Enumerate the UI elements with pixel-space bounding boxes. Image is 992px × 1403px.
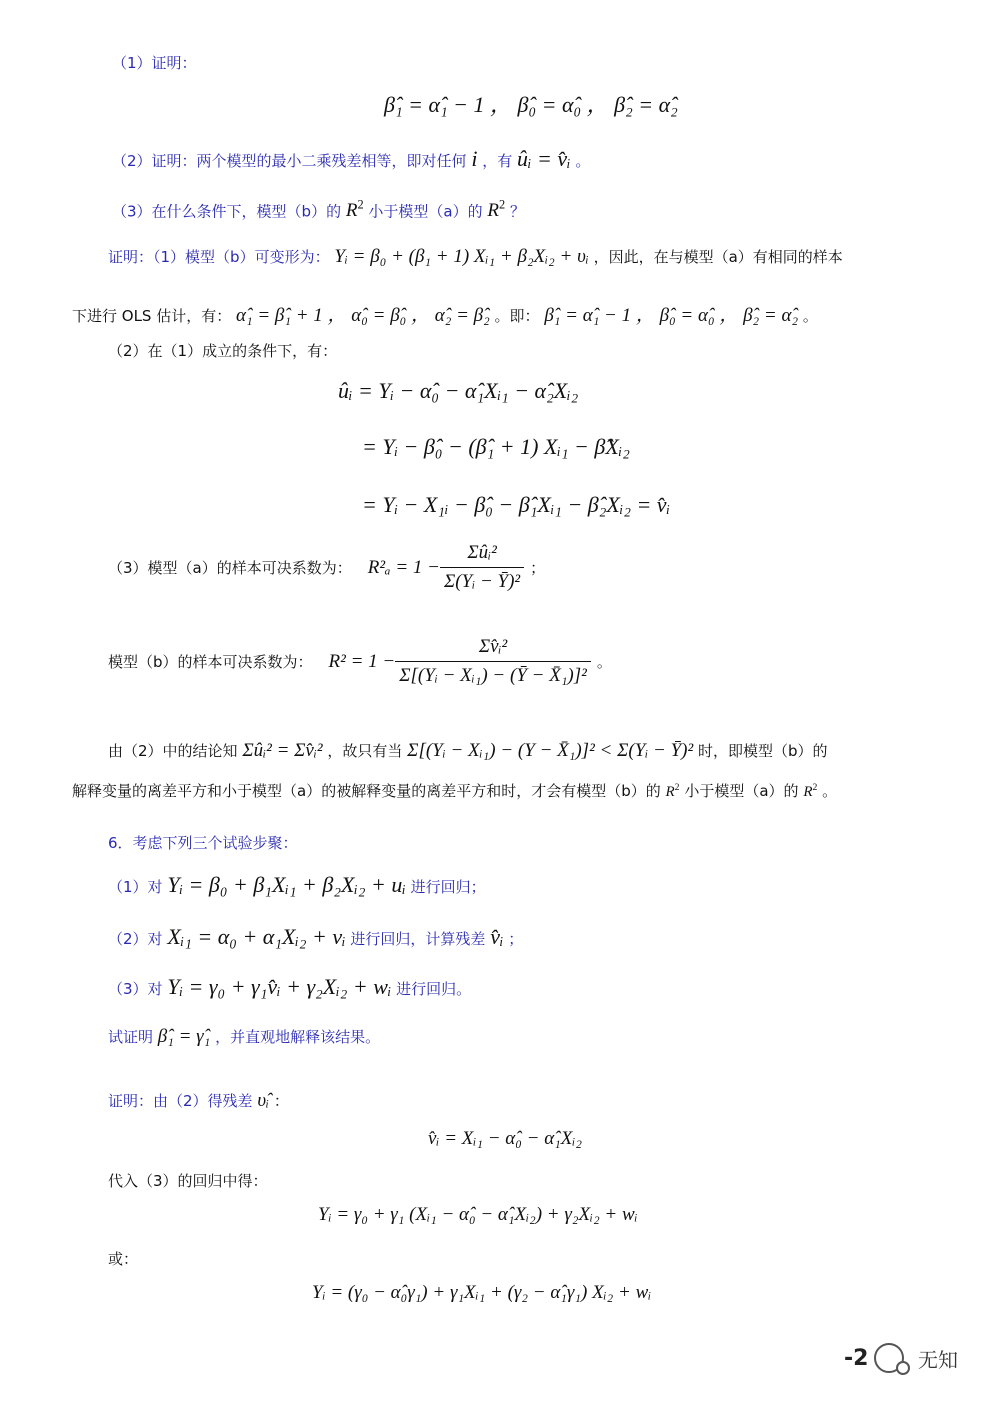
conclusion-e: 小于模型（a）的 xyxy=(684,782,799,800)
q6-step-2-v: v̂ᵢ xyxy=(490,924,504,949)
q6-step-2-a: （2）对 xyxy=(108,930,163,948)
proof2-line-3: 或： xyxy=(108,1250,139,1268)
proof-p1-a: 证明：（1）模型（b）可变形为： xyxy=(108,248,330,266)
proof2-a1: 证明：由（2）得残差 xyxy=(108,1092,253,1110)
q6-ask-b: ，并直观地解释该结果。 xyxy=(215,1028,381,1046)
proof2-eq-3: Yᵢ = (γ₀ − α̂₀γ₁) + γ₁Xᵢ₁ + (γ₂ − α̂₁γ₁) Xᵢ₂ + wᵢ xyxy=(312,1282,652,1303)
proof-line-1 xyxy=(108,246,843,268)
watermark-text: 无知 xyxy=(918,1347,958,1372)
q6-title: 6．考虑下列三个试验步聚： xyxy=(108,834,298,852)
derivation-line-2: = Yᵢ − β̂₀ − (β̂₁ + 1) Xᵢ₁ − β̂Xᵢ₂ xyxy=(362,434,630,459)
r2b-denominator: Σ[(Yᵢ − Xᵢ₁) − (Ȳ − X̄₁)]² xyxy=(395,661,591,687)
q6-step-2-b: 进行回归，计算残差 xyxy=(350,930,486,948)
q3-r2-b-sup: 2 xyxy=(499,198,506,212)
q6-ask-eq: β̂₁ = γ̂₁ xyxy=(157,1026,211,1047)
conclusion-r2-a: R xyxy=(665,784,675,800)
proof-p1-b: ，因此，在与模型（a）有相同的样本 xyxy=(593,248,843,266)
conclusion-line-1 xyxy=(108,740,828,762)
q6-step-3-b: 进行回归。 xyxy=(396,980,472,998)
q6-step-1 xyxy=(108,872,486,898)
proof-p2-eq1: α̂₁ = β̂₁ + 1 ， α̂₀ = β̂₀ ， α̂₂ = β̂₂ xyxy=(236,305,490,326)
q6-step-3-eq: Yᵢ = γ₀ + γ₁v̂ᵢ + γ₂Xᵢ₂ + wᵢ xyxy=(167,974,392,999)
q3-r2-a: R xyxy=(345,200,358,222)
q6-step-3-a: （3）对 xyxy=(108,980,163,998)
r2b-lhs: R² = 1 − xyxy=(328,650,396,672)
q6-ask xyxy=(108,1026,380,1048)
derivation-line-3: = Yᵢ − X₁ᵢ − β̂₀ − β̂₁Xᵢ₁ − β̂₂Xᵢ₂ = v̂ᵢ xyxy=(362,492,671,517)
q6-step-1-b: 进行回归； xyxy=(410,878,486,896)
conclusion-r2-b: R xyxy=(803,784,813,800)
conclusion-f: 。 xyxy=(822,782,838,800)
q6-step-1-a: （1）对 xyxy=(108,878,163,896)
r2b-numerator: Σv̂ᵢ² xyxy=(478,636,508,657)
q3-text-a: （3）在什么条件下，模型（b）的 xyxy=(112,202,342,221)
proof-p2-c: 。 xyxy=(802,307,818,325)
proof2-eq-1: v̂ᵢ = Xᵢ₁ − α̂₀ − α̂₁Xᵢ₂ xyxy=(428,1128,582,1149)
page-number: -2 xyxy=(844,1346,869,1371)
r2a-label: （3）模型（a）的样本可决系数为： xyxy=(108,559,352,577)
conclusion-a: 由（2）中的结论知 xyxy=(108,742,238,760)
q6-ask-a: 试证明 xyxy=(108,1028,154,1046)
conclusion-eq1: Σûᵢ² = Σv̂ᵢ² xyxy=(242,740,323,761)
proof2-line-1 xyxy=(108,1090,289,1112)
q3-r2-a-sup: 2 xyxy=(357,198,364,212)
r2a-end: ； xyxy=(530,559,546,577)
conclusion-d: 解释变量的离差平方和小于模型（a）的被解释变量的离差平方和时，才会有模型（b）的 xyxy=(72,782,661,800)
r2a-numerator: Σûᵢ² xyxy=(467,542,497,563)
wechat-icon xyxy=(874,1343,904,1373)
proof-p2-a: 下进行 OLS 估计，有： xyxy=(72,307,232,325)
q1-equation: β̂₁ = α̂₁ − 1 ， β̂₀ = α̂₀ ， β̂₂ = α̂₂ xyxy=(384,92,678,117)
r2b-line xyxy=(108,636,612,687)
q2-equation: ûᵢ = v̂ᵢ xyxy=(517,146,571,171)
q6-step-1-eq: Yᵢ = β₀ + β₁Xᵢ₁ + β₂Xᵢ₂ + uᵢ xyxy=(167,872,406,897)
q3-text-c: ？ xyxy=(509,202,525,221)
q6-step-2 xyxy=(108,924,523,950)
r2a-lhs: R²ₐ = 1 − xyxy=(367,556,441,578)
proof-p2-eq2: β̂₁ = α̂₁ − 1 ， β̂₀ = α̂₀ ， β̂₂ = α̂₂ xyxy=(544,305,799,326)
q6-step-2-eq: Xᵢ₁ = α₀ + α₁Xᵢ₂ + vᵢ xyxy=(167,924,346,949)
q6-step-3 xyxy=(108,974,471,1000)
conclusion-r2-a-sup: 2 xyxy=(674,782,680,793)
conclusion-r2-b-sup: 2 xyxy=(812,782,818,793)
derivation-line-1: ûᵢ = Yᵢ − α̂₀ − α̂₁Xᵢ₁ − α̂₂Xᵢ₂ xyxy=(338,378,579,403)
r2a-denominator: Σ(Yᵢ − Ȳ)² xyxy=(440,567,524,593)
conclusion-eq2: Σ[(Yᵢ − Xᵢ₁) − (Y − X̄₁)]² < Σ(Yᵢ − Ȳ)² xyxy=(407,740,694,761)
proof-line-2 xyxy=(72,300,818,327)
q3-line xyxy=(112,198,525,222)
proof-line-3: （2）在（1）成立的条件下，有： xyxy=(108,342,338,360)
q2-end: 。 xyxy=(575,152,591,170)
r2b-label: 模型（b）的样本可决系数为： xyxy=(108,653,313,671)
proof2-line-2: 代入（3）的回归中得： xyxy=(108,1172,268,1190)
proof-p2-b: 。即： xyxy=(494,307,540,325)
r2b-end: 。 xyxy=(596,653,612,671)
q2-text: （2）证明：两个模型的最小二乘残差相等，即对任何 xyxy=(112,152,467,170)
r2b-fraction xyxy=(395,636,591,687)
conclusion-b: ，故只有当 xyxy=(327,742,403,760)
q2-index: i xyxy=(471,146,478,171)
q1-label: （1）证明： xyxy=(112,54,197,72)
proof2-eq-2: Yᵢ = γ₀ + γ₁ (Xᵢ₁ − α̂₀ − α̂₁Xᵢ₂) + γ₂Xᵢ₂ + wᵢ xyxy=(318,1204,638,1225)
q6-step-2-c: ； xyxy=(508,930,524,948)
q3-text-b: 小于模型（a）的 xyxy=(368,202,483,221)
watermark xyxy=(874,1343,958,1373)
q2-line xyxy=(112,146,590,172)
q3-r2-b: R xyxy=(487,200,500,222)
r2a-fraction xyxy=(440,542,524,593)
conclusion-line-2 xyxy=(72,780,837,801)
proof2-residual: υ̂ᵢ xyxy=(257,1090,270,1111)
r2a-line xyxy=(108,542,545,593)
conclusion-c: 时，即模型（b）的 xyxy=(697,742,828,760)
proof2-a1-end: ： xyxy=(273,1092,289,1110)
q2-mid: ，有 xyxy=(482,152,513,170)
proof-p1-eq: Yᵢ = β₀ + (β₁ + 1) Xᵢ₁ + β₂Xᵢ₂ + υᵢ xyxy=(334,246,589,267)
